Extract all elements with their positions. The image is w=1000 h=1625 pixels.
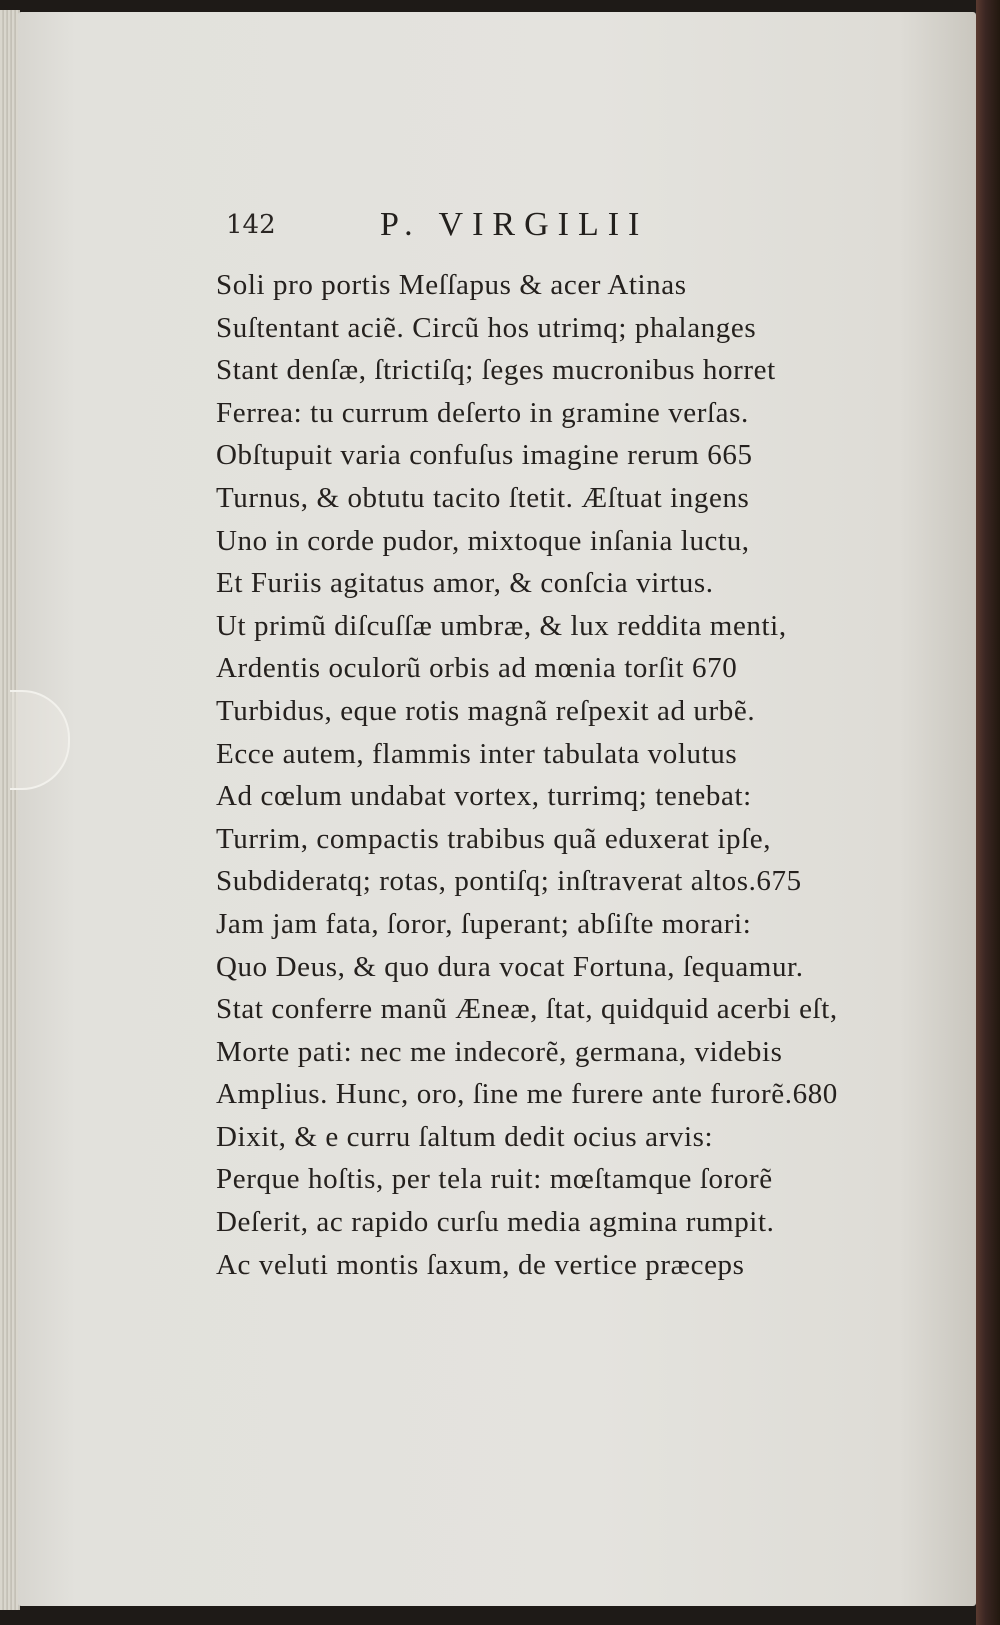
verse-text: Suſtentant aciẽ. Circũ hos utrimq; phalanges [216,311,757,344]
verse-text: Ac veluti montis ſaxum, de vertice præceps [216,1248,745,1281]
verse-text: Turrim, compactis trabibus quã eduxerat ipſe, [216,822,772,855]
verse-line [18,647,976,690]
verse-line [18,605,976,648]
verse-text: Subdideratq; rotas, pontiſq; inſtraverat altos.675 [216,865,802,898]
verse-text: Turbidus, eque rotis magnã reſpexit ad urbẽ. [216,694,756,727]
verse-block [18,264,976,1286]
verse-text: Ecce autem, flammis inter tabulata volutus [216,737,738,770]
verse-line [18,520,976,563]
page-number: 142 [226,210,276,240]
verse-line [18,434,976,477]
verse-text: Quo Deus, & quo dura vocat Fortuna, ſequamur. [216,950,804,983]
verse-text: Perque hoſtis, per tela ruit: mœſtamque ſororẽ [216,1163,773,1196]
verse-text: Et Furiis agitatus amor, & conſcia virtus. [216,567,714,600]
verse-text: Morte pati: nec me indecorẽ, germana, videbis [216,1035,783,1068]
verse-text: Turnus, & obtutu tacito ſtetit. Æſtuat ingens [216,481,750,514]
verse-line [18,562,976,605]
verse-line [18,733,976,776]
running-head: P. VIRGILII [380,206,649,243]
verse-text: Deſerit, ac rapido curſu media agmina rumpit. [216,1206,775,1239]
verse-text: Stat conferre manũ Æneæ, ſtat, quidquid acerbi eſt, [216,993,838,1026]
verse-text: Amplius. Hunc, oro, ſine me furere ante furorẽ.680 [216,1078,838,1111]
verse-text: Ardentis oculorũ orbis ad mœnia torſit 670 [216,652,738,685]
verse-text: Ferrea: tu currum deſerto in gramine verſas. [216,396,749,429]
verse-line [18,1244,976,1287]
verse-line [18,1073,976,1116]
verse-text: Ut primũ diſcuſſæ umbræ, & lux reddita menti, [216,609,787,642]
verse-line [18,1158,976,1201]
verse-line [18,307,976,350]
verse-text: Dixit, & e curru ſaltum dedit ocius arvis: [216,1120,714,1153]
verse-text: Ad cœlum undabat vortex, turrimq; tenebat: [216,780,752,813]
book-page [18,12,976,1606]
verse-line [18,392,976,435]
page-stack-edge [0,10,20,1610]
verse-line [18,860,976,903]
verse-line [18,818,976,861]
verse-line [18,903,976,946]
verse-line [18,946,976,989]
verse-line [18,775,976,818]
verse-line [18,477,976,520]
verse-text: Jam jam fata, ſoror, ſuperant; abſiſte morari: [216,907,752,940]
verse-line [18,1201,976,1244]
verse-line [18,264,976,307]
verse-line [18,1031,976,1074]
verse-line [18,1116,976,1159]
verse-line [18,690,976,733]
verse-text: Obſtupuit varia confuſus imagine rerum 665 [216,439,753,472]
verse-text: Uno in corde pudor, mixtoque inſania luctu, [216,524,750,557]
verse-line [18,988,976,1031]
verse-text: Stant denſæ, ſtrictiſq; ſeges mucronibus horret [216,354,776,387]
verse-line [18,349,976,392]
page-header [18,206,976,256]
verse-text: Soli pro portis Meſſapus & acer Atinas [216,269,687,301]
book-binding [976,0,1000,1625]
